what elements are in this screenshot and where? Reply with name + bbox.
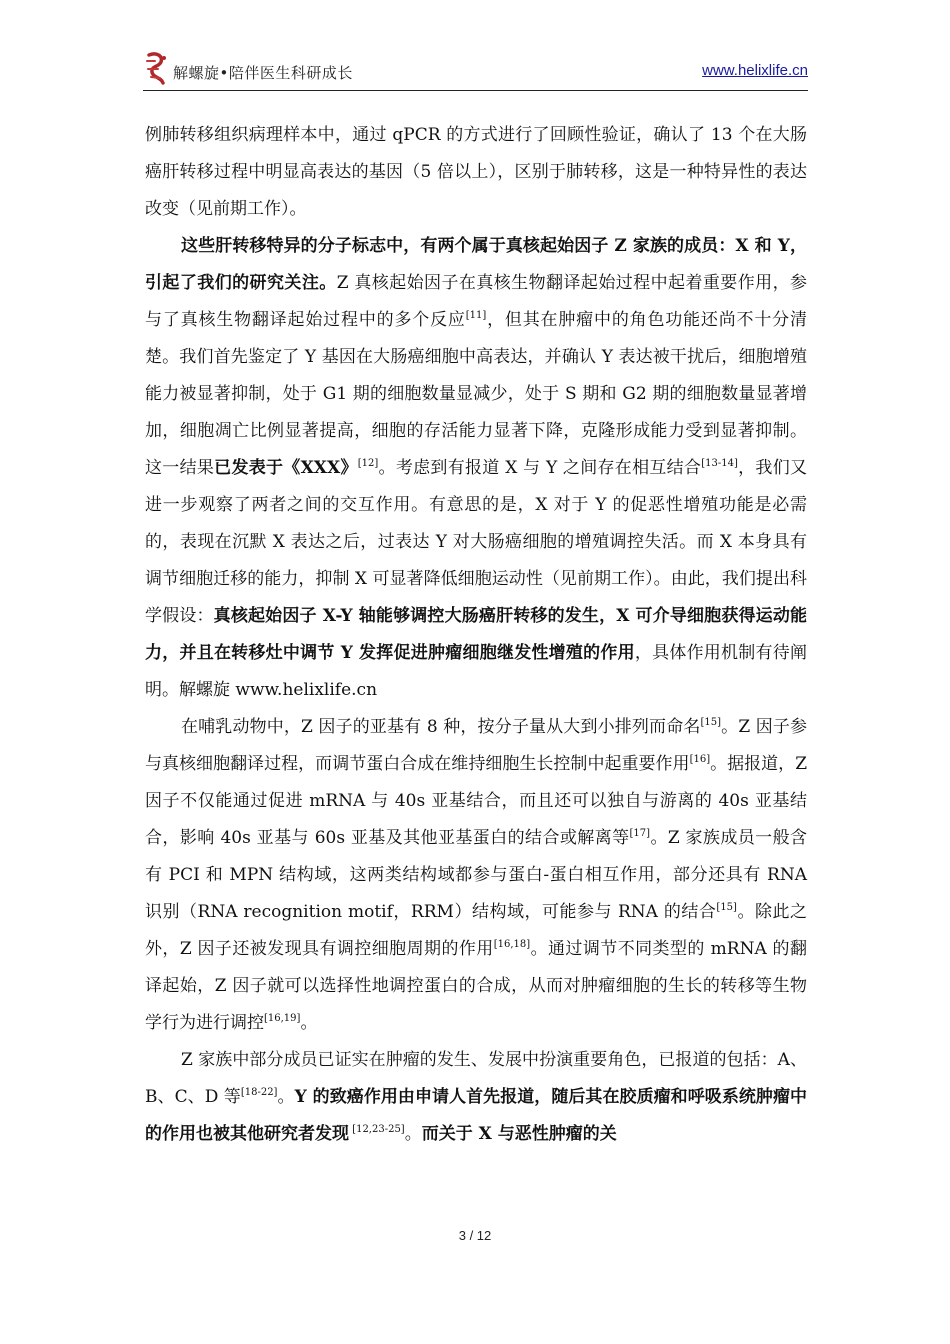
paragraph xyxy=(145,1042,807,1153)
citation-ref: [16,18] xyxy=(493,939,531,950)
text-span: 。通过调节不同类型的 mRNA 的翻译起始，Z 因子就可以选择性地调控蛋白的合成，从而对肿瘤细胞的生长的转移等生物学行为进行调控 xyxy=(145,939,807,1033)
paragraph xyxy=(145,117,807,228)
text-span: Z 真核起始因子在真核生物翻译起始过程中起着重要作用，参与了真核生物翻译起始过程中的多个反应 xyxy=(145,273,808,330)
citation-ref: [16] xyxy=(689,754,711,765)
text-span: ，具体作用机制有待阐明。解螺旋 www.helixlife.cn xyxy=(145,643,807,700)
page-number: 3 / 12 xyxy=(458,1228,492,1243)
site-link[interactable]: www.helixlife.cn xyxy=(702,62,808,79)
text-span: 在哺乳动物中，Z 因子的亚基有 8 种，按分子量从大到小排列而命名 xyxy=(181,717,701,737)
text-span: 。 xyxy=(404,1124,422,1144)
citation-ref: [15] xyxy=(716,902,737,913)
bold-text: 这些肝转移特异的分子标志中，有两个属于真核起始因子 Z 家族的成员：X 和 Y，引起了我们的研究关注。 xyxy=(145,236,807,293)
text-span: 。Z 家族成员一般含有 PCI 和 MPN 结构域，这两类结构域都参与蛋白-蛋白相互作用，部分还具有 RNA 识别（RNA recognition motif，RRM）结构域，可能参与 RNA 的结合 xyxy=(145,828,808,922)
page-header xyxy=(143,50,808,91)
text-span: 。除此之外，Z 因子还被发现具有调控细胞周期的作用 xyxy=(145,902,808,959)
text-span: 。据报道，Z 因子不仅能通过促进 mRNA 与 40s 亚基结合，而且还可以独自与游离的 40s 亚基结合，影响 40s 亚基与 60s 亚基及其他亚基蛋白的结合或解离等 xyxy=(145,754,808,848)
bold-text: 真核起始因子 X-Y 轴能够调控大肠癌肝转移的发生，X 可介导细胞获得运动能力，并且在转移灶中调节 Y 发挥促进肿瘤细胞继发性增殖的作用 xyxy=(145,606,808,663)
citation-ref: [11] xyxy=(465,310,487,321)
text-span: 例肺转移组织病理样本中，通过 qPCR 的方式进行了回顾性验证，确认了 13 个在大肠癌肝转移过程中明显高表达的基因（5 倍以上），区别于肺转移，这是一种特异性的表达改变（见前期工作）。 xyxy=(145,125,807,219)
citation-ref: [17] xyxy=(629,828,651,839)
citation-ref: [16,19] xyxy=(264,1013,301,1024)
text-span: 。 xyxy=(277,1087,295,1107)
helixlife-logo-icon xyxy=(143,52,169,86)
text-span: 。 xyxy=(300,1013,318,1033)
text-span: Z 家族中部分成员已证实在肿瘤的发生、发展中扮演重要角色，已报道的包括：A、B、C、D 等 xyxy=(145,1050,807,1107)
brand-slogan: 解螺旋•陪伴医生科研成长 xyxy=(173,64,353,82)
body-text xyxy=(145,117,807,1153)
citation-ref: [13-14] xyxy=(701,458,738,469)
citation-ref: [18-22] xyxy=(240,1087,278,1098)
text-span: ，但其在肿瘤中的角色功能还尚不十分清楚。我们首先鉴定了 Y 基因在大肠癌细胞中高表达，并确认 Y 表达被干扰后，细胞增殖能力被显著抑制，处于 G1 期的细胞数量显减少，处于 S 期和 G2 期的细胞数量显著增加，细胞凋亡比例显著提高，细胞的存活能力显著下降，克隆形成能力受到显著抑制。这一结果 xyxy=(145,310,807,478)
text-span: 。考虑到有报道 X 与 Y 之间存在相互结合 xyxy=(378,458,702,478)
bold-text: Y 的致癌作用由申请人首先报道，随后其在胶质瘤和呼吸系统肿瘤中的作用也被其他研究者发现 xyxy=(145,1087,808,1144)
citation-ref: [12] xyxy=(357,458,379,469)
paragraph xyxy=(145,228,807,709)
citation-ref: [15] xyxy=(700,717,722,728)
bold-text: 而关于 X 与恶性肿瘤的关 xyxy=(421,1124,617,1144)
paragraph xyxy=(145,709,807,1042)
bold-text: 已发表于《XXX》 xyxy=(214,458,358,478)
text-span: ，我们又进一步观察了两者之间的交互作用。有意思的是，X 对于 Y 的促恶性增殖功能是必需的，表现在沉默 X 表达之后，过表达 Y 对大肠癌细胞的增殖调控失活。而 X 本身具有调节细胞迁移的能力，抑制 X 可显著降低细胞运动性（见前期工作）。由此，我们提出科学假设： xyxy=(145,458,808,626)
text-span: 。Z 因子参与真核细胞翻译过程，而调节蛋白合成在维持细胞生长控制中起重要作用 xyxy=(145,717,807,774)
citation-ref: [12,23-25] xyxy=(349,1124,405,1135)
